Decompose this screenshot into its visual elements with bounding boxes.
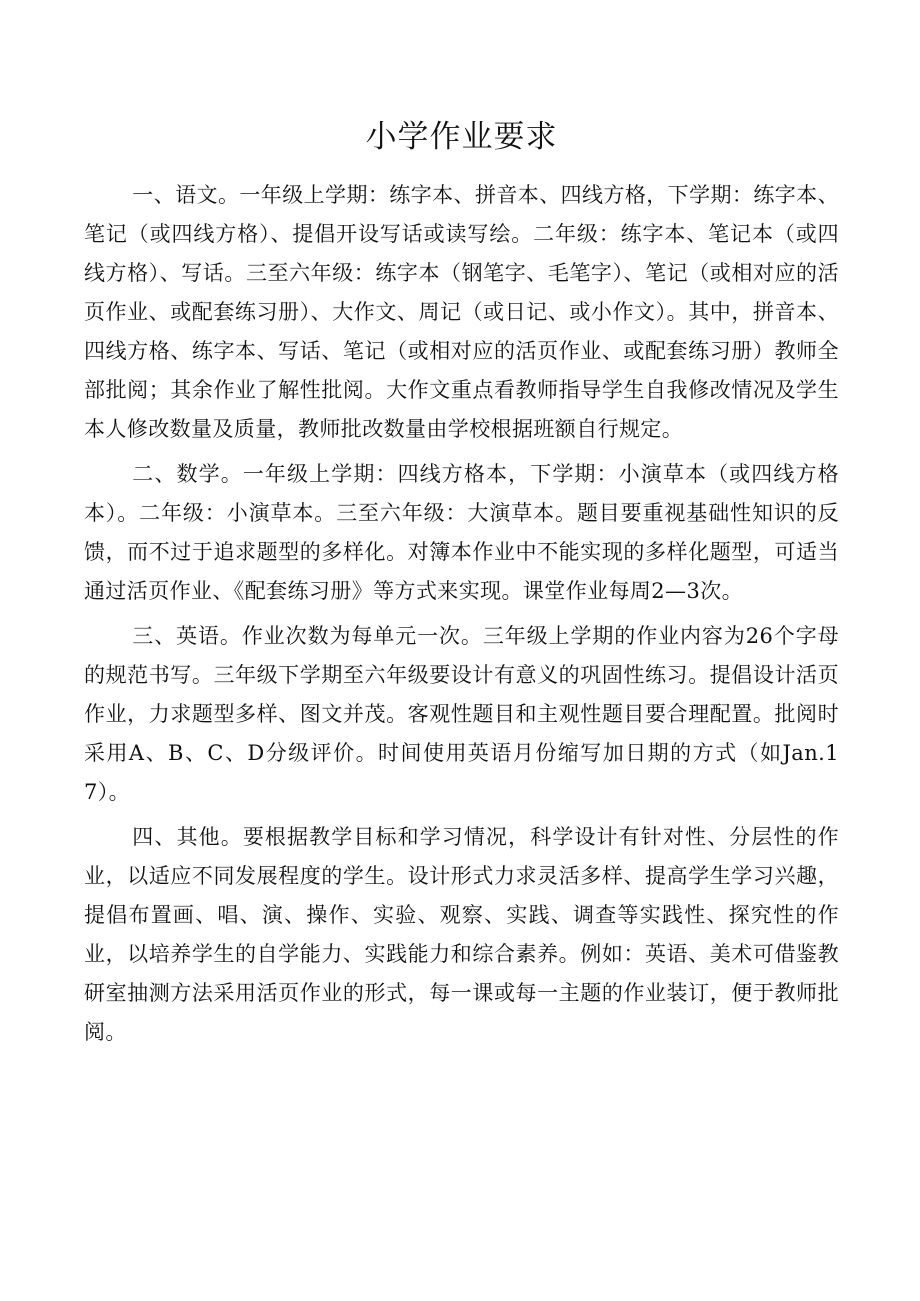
document-page (84, 112, 839, 1058)
document-title: 小学作业要求 (365, 119, 558, 155)
paragraph-english: 三、英语。作业次数为每单元一次。三年级上学期的作业内容为26个字母的规范书写。三年级下学期至六年级要设计有意义的巩固性练习。提倡设计活页作业，力求题型多样、图文并茂。客观性题目和主观性题目要合理配置。批阅时采用A、B、C、D分级评价。时间使用英语月份缩写加日期的方式（如Jan.17）。 (84, 624, 839, 804)
paragraph-other: 四、其他。要根据教学目标和学习情况，科学设计有针对性、分层性的作业，以适应不同发展程度的学生。设计形式力求灵活多样、提高学生学习兴趣，提倡布置画、唱、演、操作、实验、观察、实践、调查等实践性、探究性的作业，以培养学生的自学能力、实践能力和综合素养。例如：英语、美术可借鉴教研室抽测方法采用活页作业的形式，每一课或每一主题的作业装订，便于教师批阅。 (84, 825, 839, 1044)
paragraph-math: 二、数学。一年级上学期：四线方格本，下学期：小演草本（或四线方格本）。二年级：小演草本。三至六年级：大演草本。题目要重视基础性知识的反馈，而不过于追求题型的多样化。对簿本作业中不能实现的多样化题型，可适当通过活页作业、《配套练习册》等方式来实现。课堂作业每周2—3次。 (84, 462, 839, 603)
paragraph-chinese: 一、语文。一年级上学期：练字本、拼音本、四线方格，下学期：练字本、笔记（或四线方格）、提倡开设写话或读写绘。二年级：练字本、笔记本（或四线方格）、写话。三至六年级：练字本（钢笔字、毛笔字）、笔记（或相对应的活页作业、或配套练习册）、大作文、周记（或日记、或小作文）。其中，拼音本、四线方格、练字本、写话、笔记（或相对应的活页作业、或配套练习册）教师全部批阅；其余作业了解性批阅。大作文重点看教师指导学生自我修改情况及学生本人修改数量及质量，教师批改数量由学校根据班额自行规定。 (84, 183, 839, 441)
